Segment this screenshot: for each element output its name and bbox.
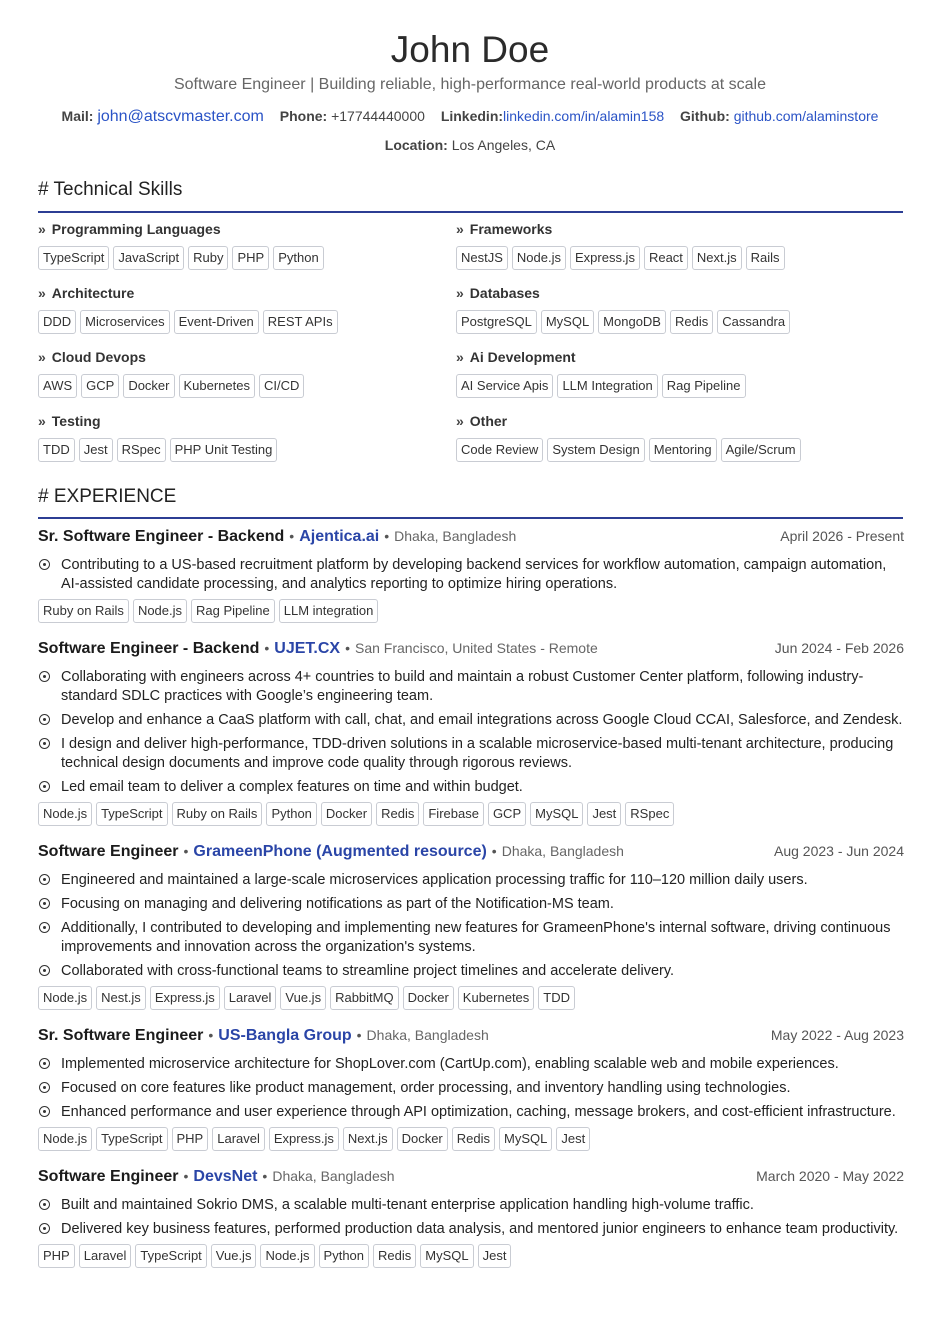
tech-tag: Jest <box>556 1127 590 1151</box>
skill-tag: Code Review <box>456 438 543 462</box>
job-bullet-text: Built and maintained Sokrio DMS, a scalable multi-tenant enterprise application handling high-volume traffic. <box>61 1197 754 1213</box>
skill-group-heading <box>38 284 456 302</box>
job-bullet-text: Focused on core features like product management, order processing, and inventory handling using technologies. <box>61 1080 791 1096</box>
job-tech-tags <box>38 1244 904 1268</box>
job-date: March 2020 - May 2022 <box>756 1168 904 1184</box>
tech-tag: MySQL <box>530 802 583 826</box>
job-location: San Francisco, United States - Remote <box>355 640 598 656</box>
linkedin-link[interactable]: linkedin.com/in/alamin158 <box>503 108 665 124</box>
job-location: Dhaka, Bangladesh <box>272 1168 395 1184</box>
job-title: Sr. Software Engineer <box>38 1027 204 1044</box>
job-bullet <box>38 919 904 957</box>
skill-group <box>38 284 456 334</box>
candidate-name: John Doe <box>390 29 550 70</box>
tech-tag: PHP <box>172 1127 209 1151</box>
skill-tag: REST APIs <box>263 310 338 334</box>
job-bullets <box>38 1196 904 1239</box>
location-value: Los Angeles, CA <box>451 137 556 153</box>
job-bullet-text: Delivered key business features, performed production data analysis, and mentored junior engineers to enhance team productivity. <box>61 1221 899 1237</box>
double-chevron-right-icon: » <box>38 221 46 237</box>
skill-tag: JavaScript <box>113 246 184 270</box>
contact-github <box>680 105 878 127</box>
tech-tag: Kubernetes <box>458 986 535 1010</box>
tech-tag: Node.js <box>38 986 92 1010</box>
circle-dot-icon <box>39 714 50 725</box>
job-tech-tags <box>38 1127 904 1151</box>
experience-section-title: # EXPERIENCE <box>38 486 177 507</box>
separator-dot: • <box>208 1027 214 1043</box>
skill-group-heading <box>456 348 896 366</box>
job-company: US-Bangla Group <box>218 1027 352 1044</box>
tech-tag: Redis <box>373 1244 416 1268</box>
circle-dot-icon <box>39 965 50 976</box>
tech-tag: Laravel <box>212 1127 265 1151</box>
circle-dot-icon <box>39 1082 50 1093</box>
job-bullet <box>38 711 904 730</box>
skill-tag: System Design <box>547 438 644 462</box>
job-company: DevsNet <box>193 1168 258 1185</box>
tech-tag: PHP <box>38 1244 75 1268</box>
skill-tag-list <box>456 310 896 334</box>
skills-divider <box>38 211 903 213</box>
phone-value: +17744440000 <box>331 108 425 124</box>
skill-tag: CI/CD <box>259 374 304 398</box>
job-bullet <box>38 556 904 594</box>
experience-section <box>38 525 904 1282</box>
circle-dot-icon <box>39 922 50 933</box>
circle-dot-icon <box>39 559 50 570</box>
mail-label: Mail: <box>61 108 94 124</box>
tech-tag: Docker <box>321 802 372 826</box>
job-heading <box>38 840 624 863</box>
job-bullet <box>38 962 904 981</box>
skill-tag: Ruby <box>188 246 228 270</box>
job-bullets <box>38 556 904 594</box>
job-tech-tags <box>38 986 904 1010</box>
separator-dot: • <box>491 843 497 859</box>
double-chevron-right-icon: » <box>38 413 46 429</box>
job-location: Dhaka, Bangladesh <box>394 528 517 544</box>
job-location: Dhaka, Bangladesh <box>366 1027 489 1043</box>
job-company: Ajentica.ai <box>299 528 380 545</box>
separator-dot: • <box>356 1027 362 1043</box>
skill-group-name: Architecture <box>51 285 135 301</box>
job-entry <box>38 525 904 623</box>
skill-group <box>38 220 456 270</box>
job-heading <box>38 1165 395 1188</box>
contact-location <box>0 134 940 156</box>
skill-tag: TDD <box>38 438 75 462</box>
tech-tag: Node.js <box>38 1127 92 1151</box>
circle-dot-icon <box>39 781 50 792</box>
job-bullet-text: Collaborated with cross-functional teams to streamline project timelines and accelerate delivery. <box>61 963 675 979</box>
double-chevron-right-icon: » <box>456 221 464 237</box>
skill-group-heading <box>38 220 456 238</box>
job-bullet <box>38 1196 904 1215</box>
tech-tag: Vue.js <box>280 986 326 1010</box>
skill-tag: PostgreSQL <box>456 310 537 334</box>
job-heading <box>38 1024 489 1047</box>
skill-tag: Docker <box>123 374 174 398</box>
circle-dot-icon <box>39 1058 50 1069</box>
tech-tag: Express.js <box>150 986 220 1010</box>
double-chevron-right-icon: » <box>38 285 46 301</box>
tech-tag: Ruby on Rails <box>38 599 129 623</box>
tech-tag: RSpec <box>625 802 674 826</box>
skill-tag: Kubernetes <box>179 374 256 398</box>
separator-dot: • <box>384 528 390 544</box>
job-bullet <box>38 735 904 773</box>
job-title: Sr. Software Engineer - Backend <box>38 528 285 545</box>
tech-tag: Docker <box>403 986 454 1010</box>
circle-dot-icon <box>39 1199 50 1210</box>
tech-tag: Redis <box>452 1127 495 1151</box>
skill-group-name: Frameworks <box>469 221 553 237</box>
job-company: UJET.CX <box>274 640 341 657</box>
mail-link[interactable]: john@atscvmaster.com <box>97 108 264 125</box>
circle-dot-icon <box>39 671 50 682</box>
skills-section <box>38 220 908 462</box>
job-bullet <box>38 871 904 890</box>
skill-group <box>456 284 896 334</box>
job-bullet <box>38 1220 904 1239</box>
skill-group <box>38 412 456 462</box>
tech-tag: Nest.js <box>96 986 146 1010</box>
tech-tag: GCP <box>488 802 526 826</box>
tech-tag: LLM integration <box>279 599 379 623</box>
job-date: Aug 2023 - Jun 2024 <box>774 843 904 859</box>
linkedin-label: Linkedin: <box>440 108 504 124</box>
job-bullet-text: Implemented microservice architecture for ShopLover.com (CartUp.com), enabling scalable web and mobile experiences. <box>61 1056 839 1072</box>
skill-tag: Node.js <box>512 246 566 270</box>
experience-divider <box>38 517 903 519</box>
skill-tag: Jest <box>79 438 113 462</box>
tech-tag: Node.js <box>260 1244 314 1268</box>
skill-group-heading <box>456 220 896 238</box>
contact-phone <box>280 105 425 127</box>
job-bullet-text: Focusing on managing and delivering notifications as part of the Notification-MS team. <box>61 896 614 912</box>
double-chevron-right-icon: » <box>38 349 46 365</box>
job-bullet-text: Engineered and maintained a large-scale microservices application processing traffic for 110–120 million daily users. <box>61 872 808 888</box>
job-heading <box>38 637 598 660</box>
skill-tag-list <box>38 374 456 398</box>
tagline: Software Engineer | Building reliable, high-performance real-world products at scale <box>173 76 766 93</box>
tech-tag: Express.js <box>269 1127 339 1151</box>
skill-tag-list <box>456 438 896 462</box>
job-bullet <box>38 1103 904 1122</box>
job-title: Software Engineer <box>38 1168 179 1185</box>
skill-group-name: Cloud Devops <box>51 349 146 365</box>
separator-dot: • <box>183 843 189 859</box>
circle-dot-icon <box>39 1106 50 1117</box>
job-header <box>38 840 904 863</box>
location-label: Location: <box>384 137 448 153</box>
tech-tag: MySQL <box>420 1244 473 1268</box>
circle-dot-icon <box>39 738 50 749</box>
job-title: Software Engineer - Backend <box>38 640 260 657</box>
skill-tag-list <box>38 438 456 462</box>
skill-group-heading <box>456 412 896 430</box>
job-header <box>38 1165 904 1188</box>
skill-tag: RSpec <box>117 438 166 462</box>
job-location: Dhaka, Bangladesh <box>501 843 624 859</box>
job-bullet <box>38 668 904 706</box>
double-chevron-right-icon: » <box>456 285 464 301</box>
skill-group <box>38 348 456 398</box>
tech-tag: Redis <box>376 802 419 826</box>
tech-tag: TypeScript <box>135 1244 206 1268</box>
skill-tag: Rag Pipeline <box>662 374 746 398</box>
skill-tag: Event-Driven <box>174 310 259 334</box>
tech-tag: Ruby on Rails <box>172 802 263 826</box>
tech-tag: Laravel <box>79 1244 132 1268</box>
separator-dot: • <box>183 1168 189 1184</box>
skill-group <box>456 412 896 462</box>
tech-tag: Node.js <box>38 802 92 826</box>
skill-tag: DDD <box>38 310 76 334</box>
skill-group-name: Other <box>469 413 508 429</box>
job-header <box>38 637 904 660</box>
tech-tag: Python <box>319 1244 369 1268</box>
separator-dot: • <box>345 640 350 656</box>
tech-tag: Next.js <box>343 1127 393 1151</box>
skill-tag: Python <box>273 246 323 270</box>
tech-tag: RabbitMQ <box>330 986 399 1010</box>
skills-section-title: # Technical Skills <box>38 179 183 200</box>
skill-tag: Redis <box>670 310 713 334</box>
skill-tag-list <box>38 246 456 270</box>
skill-tag: Agile/Scrum <box>721 438 801 462</box>
skills-grid <box>38 220 908 462</box>
job-entry <box>38 840 904 1010</box>
double-chevron-right-icon: » <box>456 413 464 429</box>
job-entry <box>38 1024 904 1151</box>
skill-tag: LLM Integration <box>557 374 657 398</box>
skill-group-name: Databases <box>469 285 540 301</box>
job-tech-tags <box>38 802 904 826</box>
tech-tag: Node.js <box>133 599 187 623</box>
separator-dot: • <box>264 640 270 656</box>
skill-group-heading <box>38 348 456 366</box>
tech-tag: TypeScript <box>96 1127 167 1151</box>
job-title: Software Engineer <box>38 843 179 860</box>
job-bullets <box>38 1055 904 1122</box>
skill-group-name: Ai Development <box>469 349 576 365</box>
skill-group-name: Programming Languages <box>51 221 221 237</box>
skill-group-heading <box>38 412 456 430</box>
tech-tag: Jest <box>478 1244 512 1268</box>
job-tech-tags <box>38 599 904 623</box>
skill-tag: MySQL <box>541 310 594 334</box>
skill-tag-list <box>456 374 896 398</box>
job-bullet-text: Led email team to deliver a complex features on time and within budget. <box>61 779 523 795</box>
job-heading <box>38 525 516 548</box>
job-bullet-text: Contributing to a US-based recruitment platform by developing backend services for workflow automation, campaign automation, AI-assisted candidate processing, and analytics reporting to optimize hiring operations. <box>61 557 887 592</box>
job-bullets <box>38 668 904 797</box>
skill-group-name: Testing <box>51 413 101 429</box>
job-header <box>38 525 904 548</box>
circle-dot-icon <box>39 874 50 885</box>
job-bullet <box>38 1055 904 1074</box>
skill-group <box>456 220 896 270</box>
tech-tag: Vue.js <box>211 1244 257 1268</box>
job-bullet <box>38 895 904 914</box>
circle-dot-icon <box>39 1223 50 1234</box>
resume-header <box>0 0 940 156</box>
job-bullet-text: Develop and enhance a CaaS platform with call, chat, and email integrations across Google Cloud CCAI, Salesforce, and Zendesk. <box>61 712 903 728</box>
contact-linkedin <box>441 105 664 127</box>
job-bullet <box>38 778 904 797</box>
tech-tag: Laravel <box>224 986 277 1010</box>
github-link[interactable]: github.com/alaminstore <box>733 108 879 124</box>
job-bullet <box>38 1079 904 1098</box>
skill-tag: Microservices <box>80 310 169 334</box>
skill-tag: Express.js <box>570 246 640 270</box>
job-date: April 2026 - Present <box>780 528 904 544</box>
skill-tag: TypeScript <box>38 246 109 270</box>
skill-tag: Cassandra <box>717 310 790 334</box>
job-entry <box>38 1165 904 1268</box>
double-chevron-right-icon: » <box>456 349 464 365</box>
job-entry <box>38 637 904 826</box>
skill-tag: React <box>644 246 688 270</box>
skill-tag: AWS <box>38 374 77 398</box>
skill-tag: NestJS <box>456 246 508 270</box>
tech-tag: TypeScript <box>96 802 167 826</box>
skill-tag: Next.js <box>692 246 742 270</box>
tech-tag: Firebase <box>423 802 484 826</box>
tech-tag: Jest <box>587 802 621 826</box>
job-header <box>38 1024 904 1047</box>
job-bullet-text: I design and deliver high-performance, TDD-driven solutions in a scalable microservice-based multi-tenant architecture, producing technical design documents and improve code quality through rigorous reviews. <box>61 736 894 771</box>
job-date: May 2022 - Aug 2023 <box>770 1027 904 1043</box>
job-date: Jun 2024 - Feb 2026 <box>774 640 904 656</box>
skill-tag: PHP Unit Testing <box>170 438 278 462</box>
skill-tag-list <box>456 246 896 270</box>
phone-label: Phone: <box>279 108 328 124</box>
tech-tag: MySQL <box>499 1127 552 1151</box>
skill-tag-list <box>38 310 456 334</box>
skill-tag: Rails <box>746 246 785 270</box>
contact-mail <box>62 105 264 128</box>
skill-group-heading <box>456 284 896 302</box>
job-bullet-text: Additionally, I contributed to developing and implementing new features for GrameenPhone's internal software, driving continuous improvements and innovation across the organization's systems. <box>61 920 891 955</box>
contact-info <box>0 105 940 156</box>
github-label: Github: <box>680 108 730 124</box>
circle-dot-icon <box>39 898 50 909</box>
skill-tag: AI Service Apis <box>456 374 553 398</box>
job-bullet-text: Enhanced performance and user experience through API optimization, caching, message brokers, and cost-efficient infrastructure. <box>61 1104 896 1120</box>
tech-tag: TDD <box>538 986 575 1010</box>
skill-tag: GCP <box>81 374 119 398</box>
skill-tag: MongoDB <box>598 310 666 334</box>
skill-tag: PHP <box>232 246 269 270</box>
skill-group <box>456 348 896 398</box>
separator-dot: • <box>289 528 295 544</box>
job-bullets <box>38 871 904 981</box>
separator-dot: • <box>262 1168 268 1184</box>
tech-tag: Python <box>266 802 316 826</box>
tech-tag: Docker <box>397 1127 448 1151</box>
skill-tag: Mentoring <box>649 438 717 462</box>
job-bullet-text: Collaborating with engineers across 4+ countries to build and maintain a robust Customer Center platform, following industry-standard SDLC practices with Google’s engineering team. <box>61 669 864 704</box>
job-company: GrameenPhone (Augmented resource) <box>193 843 487 860</box>
tech-tag: Rag Pipeline <box>191 599 275 623</box>
